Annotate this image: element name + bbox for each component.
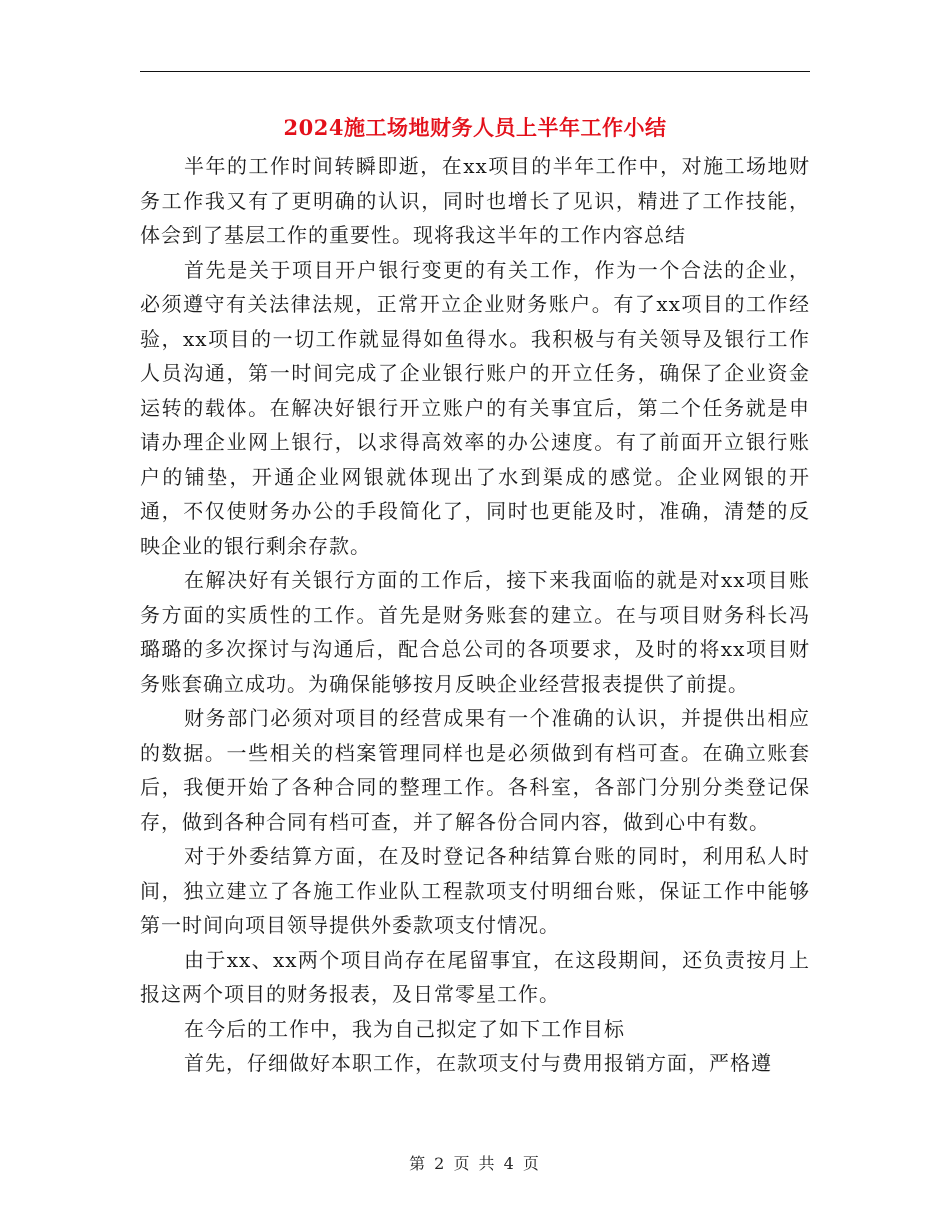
document-title: 2024施工场地财务人员上半年工作小结 (283, 115, 667, 140)
paragraph-goal-first: 首先，仔细做好本职工作，在款项支付与费用报销方面，严格遵 (184, 1051, 772, 1075)
paragraph-accounting-setup: 在解决好有关银行方面的工作后，接下来我面临的就是对xx项目账务方面的实质性的工作。首先是财务账套的建立。在与项目财务科长冯璐璐的多次探讨与沟通后，配合总公司的各项要求，及时的将xx项目财务账套确立成功。为确保能够按月反映企业经营报表提供了前提。 (140, 568, 810, 696)
document-body (140, 149, 810, 1081)
paragraph-bank-account: 首先是关于项目开户银行变更的有关工作，作为一个合法的企业，必须遵守有关法律法规，正常开立企业财务账户。有了xx项目的工作经验，xx项目的一切工作就显得如鱼得水。我积极与有关领导及银行工作人员沟通，第一时间完成了企业银行账户的开立任务，确保了企业资金运转的载体。在解决好银行开立账户的有关事宜后，第二个任务就是申请办理企业网上银行，以求得高效率的办公速度。有了前面开立银行账户的铺垫，开通企业网银就体现出了水到渠成的感觉。企业网银的开通，不仅使财务办公的手段简化了，同时也更能及时，准确，清楚的反映企业的银行剩余存款。 (140, 257, 810, 558)
paragraph-settlement: 对于外委结算方面，在及时登记各种结算台账的同时，利用私人时间，独立建立了各施工作业队工程款项支付明细台账，保证工作中能够第一时间向项目领导提供外委款项支付情况。 (140, 844, 810, 937)
header-rule (140, 71, 810, 72)
paragraph-intro: 半年的工作时间转瞬即逝，在xx项目的半年工作中，对施工场地财务工作我又有了更明确的认识，同时也增长了见识，精进了工作技能，体会到了基层工作的重要性。现将我这半年的工作内容总结 (140, 154, 810, 247)
page-footer: 第 2 页 共 4 页 (409, 1154, 541, 1173)
paragraph-goals-intro: 在今后的工作中，我为自己拟定了如下工作目标 (184, 1016, 625, 1041)
paragraph-reporting: 由于xx、xx两个项目尚存在尾留事宜，在这段期间，还负责按月上报这两个项目的财务报表，及日常零星工作。 (140, 947, 810, 1006)
paragraph-contract-archive: 财务部门必须对项目的经营成果有一个准确的认识，并提供出相应的数据。一些相关的档案管理同样也是必须做到有档可查。在确立账套后，我便开始了各种合同的整理工作。各科室，各部门分别分类登记保存，做到各种合同有档可查，并了解各份合同内容，做到心中有数。 (140, 706, 810, 834)
